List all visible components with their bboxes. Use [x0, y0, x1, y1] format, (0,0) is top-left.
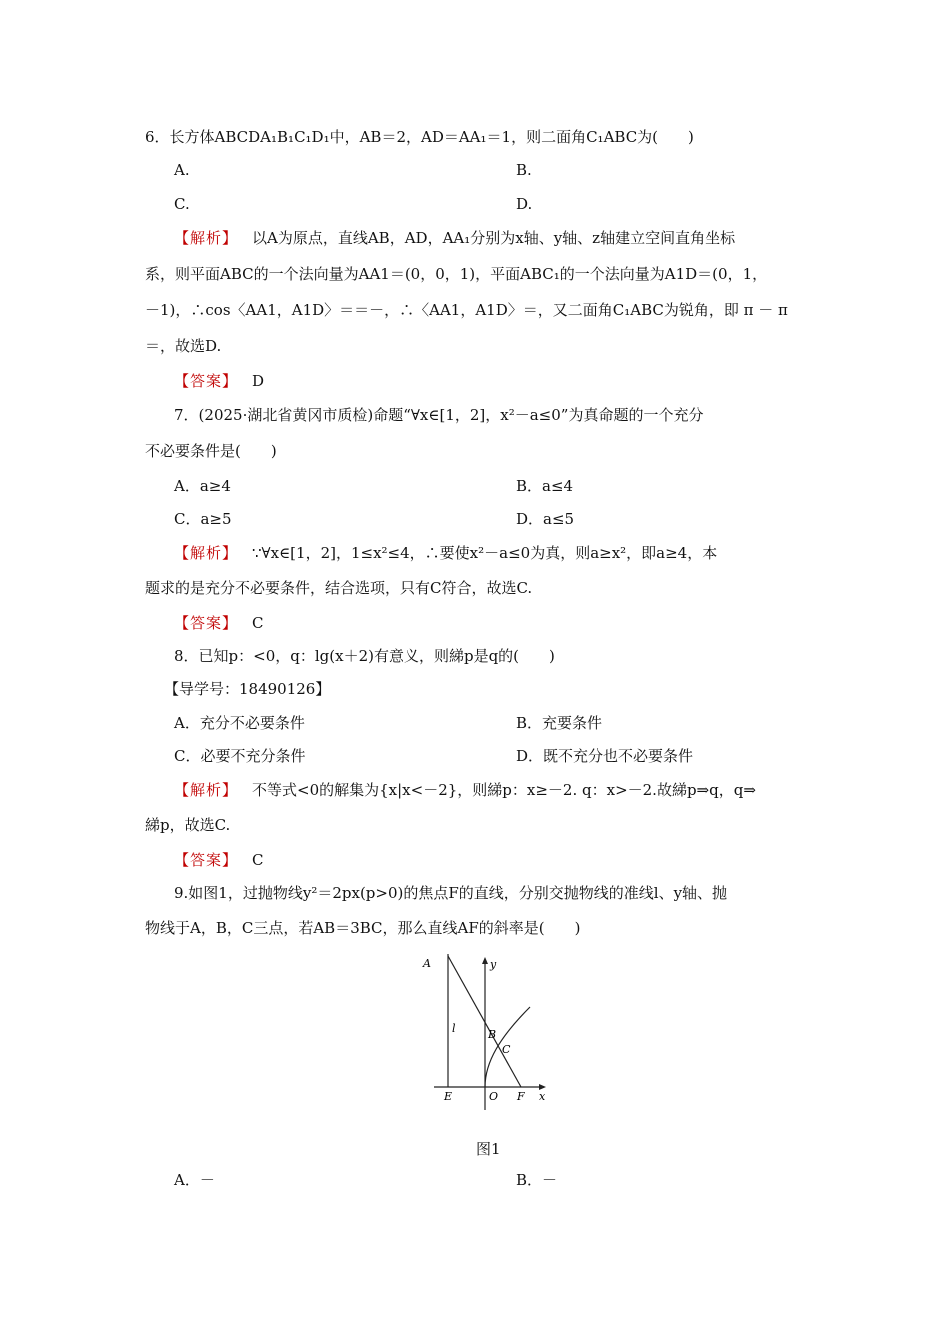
q6-answer: D: [252, 372, 265, 390]
label-o: O: [489, 1090, 499, 1103]
q9-stem-line-1: 9.如图1，过抛物线y²＝2px(p>0)的焦点F的直线，分别交抛物线的准线l、y轴、抛: [174, 884, 728, 902]
answer-tag: 【答案】: [174, 851, 239, 869]
q8-answer: C: [252, 851, 264, 869]
q8-option-a: A．充分不必要条件: [174, 714, 305, 732]
q6-option-a: A.: [174, 161, 190, 179]
q6-option-d: D.: [516, 195, 533, 213]
analysis-tag: 【解析】: [174, 229, 239, 247]
q8-analysis-line-1: [174, 780, 756, 800]
answer-tag: 【答案】: [174, 372, 239, 390]
label-l: l: [452, 1022, 456, 1035]
analysis-tag: 【解析】: [174, 781, 239, 799]
q6-analysis-line-3: －1)，∴cos〈AA1，A1D〉＝＝－，∴〈AA1，A1D〉＝，又二面角C₁ABC为锐角，即 π － π: [145, 301, 788, 319]
q8-option-c: C．必要不充分条件: [174, 747, 306, 765]
q6-analysis-line-4: ＝，故选D.: [145, 337, 222, 355]
q6-analysis-line-1: [174, 228, 735, 248]
q6-option-b: B.: [516, 161, 532, 179]
label-e: E: [444, 1090, 453, 1103]
q7-option-c: C．a≥5: [174, 510, 232, 528]
q7-option-d: D．a≤5: [516, 510, 575, 528]
q6-analysis-text-1: 以A为原点，直线AB，AD，AA₁分别为x轴、y轴、z轴建立空间直角坐标: [252, 229, 736, 247]
q7-analysis-text-1: ∵∀x∈[1，2]，1≤x²≤4，∴要使x²－a≤0为真，则a≥x²，即a≥4，本: [252, 544, 718, 562]
label-b: B: [488, 1028, 497, 1041]
label-c: C: [502, 1043, 511, 1056]
q7-answer-line: [174, 613, 264, 633]
parabola-figure: [420, 952, 560, 1112]
q8-stem: 8．已知p：<0，q：lg(x＋2)有意义，则綈p是q的( ): [174, 647, 555, 665]
q7-stem-line-1: 7．(2025·湖北省黄冈市质检)命题“∀x∈[1，2]，x²－a≤0”为真命题的一个充分: [174, 406, 704, 424]
figure-caption: 图1: [476, 1140, 501, 1158]
q7-option-a: A．a≥4: [174, 477, 231, 495]
q8-option-d: D．既不充分也不必要条件: [516, 747, 694, 765]
label-y: y: [490, 958, 497, 971]
q8-analysis-line-2: 綈p，故选C.: [145, 816, 231, 834]
q6-option-c: C.: [174, 195, 190, 213]
q8-analysis-text-1: 不等式<0的解集为{x|x<－2}，则綈p：x≥－2. q：x>－2.故綈p⇒q，q⇒: [252, 781, 756, 799]
q7-analysis-line-1: [174, 543, 717, 563]
q8-option-b: B．充要条件: [516, 714, 603, 732]
q7-option-b: B．a≤4: [516, 477, 574, 495]
q9-option-b: B．－: [516, 1171, 558, 1189]
q7-answer: C: [252, 614, 264, 632]
analysis-tag: 【解析】: [174, 544, 239, 562]
label-a: A: [423, 957, 431, 970]
q9-option-a: A．－: [174, 1171, 215, 1189]
q6-analysis-line-2: 系，则平面ABC的一个法向量为AA1＝(0，0，1)，平面ABC₁的一个法向量为A1D＝(0，1，: [145, 265, 768, 283]
q7-analysis-line-2: 题求的是充分不必要条件，结合选项，只有C符合，故选C.: [145, 579, 533, 597]
y-axis-arrow-icon: [482, 957, 488, 964]
q7-stem-line-2: 不必要条件是( ): [145, 442, 277, 460]
label-x: x: [539, 1090, 546, 1103]
q9-stem-line-2: 物线于A，B，C三点，若AB＝3BC，那么直线AF的斜率是( ): [145, 919, 581, 937]
q8-answer-line: [174, 850, 264, 870]
q8-guide-number: 【导学号：18490126】: [164, 680, 331, 698]
q6-answer-line: [174, 371, 264, 391]
q6-stem: 6．长方体ABCDA₁B₁C₁D₁中，AB＝2，AD＝AA₁＝1，则二面角C₁ABC为( ): [145, 128, 694, 146]
label-f: F: [517, 1090, 525, 1103]
answer-tag: 【答案】: [174, 614, 239, 632]
